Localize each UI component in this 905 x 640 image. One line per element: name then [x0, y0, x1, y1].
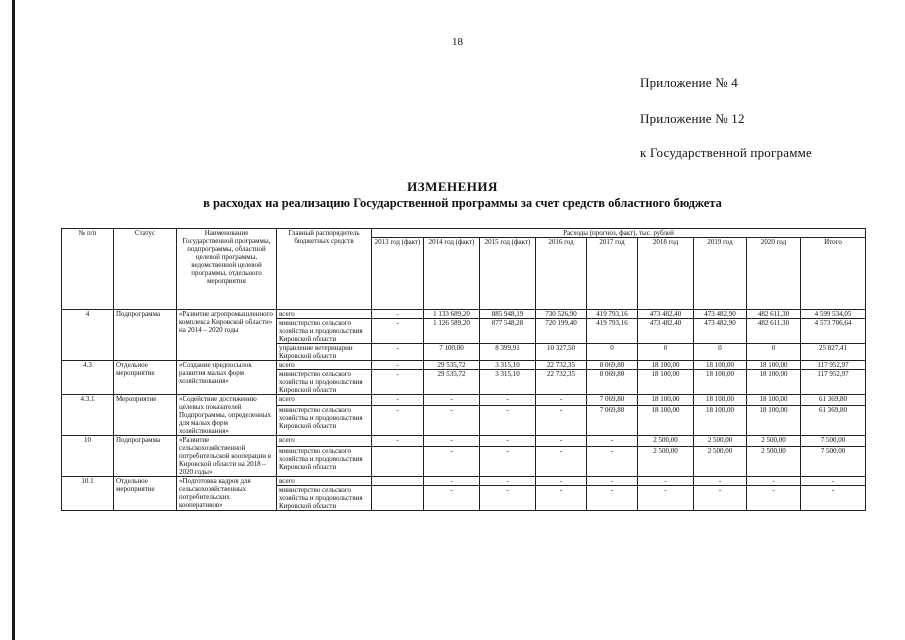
row-value: 482 611,30 [747, 319, 801, 344]
row-value: 730 526,90 [536, 310, 587, 319]
row-value: 18 100,00 [694, 405, 747, 435]
row-status: Отдельное мероприятие [114, 361, 177, 395]
table-row [62, 436, 866, 447]
row-value: 2 500,00 [638, 446, 694, 476]
row-value: 18 100,00 [638, 361, 694, 370]
appendix-line-3: к Государственной программе [640, 145, 813, 160]
header-expenses: Расходы (прогноз, факт), тыс. рублей [372, 229, 866, 238]
row-value: - [424, 477, 480, 486]
row-value: - [536, 477, 587, 486]
row-value: 18 100,00 [694, 395, 747, 406]
row-value: - [638, 486, 694, 511]
row-name: «Создание предпосылок развития малых форм хозяйствования» [177, 361, 277, 395]
row-value: 18 100,00 [638, 370, 694, 395]
header-year-2020: 2020 год [747, 238, 801, 310]
header-year-2013: 2013 год (факт) [372, 238, 424, 310]
row-value: 473 482,90 [694, 310, 747, 319]
row-value [372, 446, 424, 476]
row-name: «Содействие достижению целевых показателей Подпрограммы, определенных для малых форм хозяйствования» [177, 395, 277, 436]
row-value: - [694, 486, 747, 511]
row-value: 18 100,00 [747, 395, 801, 406]
row-value: - [480, 446, 536, 476]
header-year-2015: 2015 год (факт) [480, 238, 536, 310]
row-value: 4 599 534,05 [801, 310, 866, 319]
row-value: - [424, 405, 480, 435]
row-value: 8 399,91 [480, 344, 536, 361]
row-value: 482 611,30 [747, 310, 801, 319]
row-value: - [587, 477, 638, 486]
row-value: 0 [747, 344, 801, 361]
header-status: Статус [114, 229, 177, 310]
header-num: № п/п [62, 229, 114, 310]
row-value: - [536, 405, 587, 435]
row-value: 419 793,16 [587, 319, 638, 344]
row-value [372, 477, 424, 486]
table-row [62, 361, 866, 370]
row-value: - [372, 319, 424, 344]
header-name: Наименование Государственной программы, подпрограммы, областной целевой программы, ведомственной целевой программы, отдельного мероприятия [177, 229, 277, 310]
row-value: 61 369,80 [801, 395, 866, 406]
header-total: Итого [801, 238, 866, 310]
row-admin: министерство сельского хозяйства и продовольствия Кировской области [277, 370, 372, 395]
header-admin: Главный распорядитель бюджетных средств [277, 229, 372, 310]
row-value: 7 500,00 [801, 446, 866, 476]
row-value: 473 482,90 [694, 319, 747, 344]
row-value: 18 100,00 [638, 395, 694, 406]
row-value: - [372, 361, 424, 370]
row-value: 61 369,80 [801, 405, 866, 435]
row-status: Подпрограмма [114, 310, 177, 361]
row-num: 4 [62, 310, 114, 361]
row-admin: министерство сельского хозяйства и продовольствия Кировской области [277, 405, 372, 435]
row-value: 29 535,72 [424, 370, 480, 395]
row-name: «Подготовка кадров для сельскохозяйственных потребительских кооперативов» [177, 477, 277, 511]
row-value: 419 793,16 [587, 310, 638, 319]
row-value: 0 [587, 344, 638, 361]
row-value: - [372, 310, 424, 319]
row-value: 0 [638, 344, 694, 361]
row-value: - [536, 395, 587, 406]
row-value: 18 100,00 [747, 405, 801, 435]
row-value: 18 100,00 [694, 370, 747, 395]
row-value [372, 486, 424, 511]
row-value: 117 952,97 [801, 370, 866, 395]
row-value: - [694, 477, 747, 486]
row-value: 3 315,10 [480, 361, 536, 370]
appendix-line-2: Приложение № 12 [640, 111, 745, 126]
row-value: - [372, 436, 424, 447]
row-admin: всего [277, 361, 372, 370]
row-value: 10 327,50 [536, 344, 587, 361]
row-value: - [747, 477, 801, 486]
row-value: - [372, 344, 424, 361]
page-number: 18 [452, 36, 463, 48]
table-row [62, 395, 866, 406]
row-value: - [480, 395, 536, 406]
appendix-line-1: Приложение № 4 [640, 75, 738, 90]
row-value: - [638, 477, 694, 486]
row-num: 10 [62, 436, 114, 477]
header-year-2014: 2014 год (факт) [424, 238, 480, 310]
row-value: - [587, 486, 638, 511]
header-row [62, 229, 866, 238]
row-value: - [801, 486, 866, 511]
row-value: 473 482,40 [638, 319, 694, 344]
row-value: 22 732,35 [536, 361, 587, 370]
row-admin: всего [277, 395, 372, 406]
row-admin: управление ветеринарии Кировской области [277, 344, 372, 361]
row-value: 8 069,80 [587, 370, 638, 395]
expenses-table [61, 228, 866, 511]
row-value: 18 100,00 [638, 405, 694, 435]
row-value: 7 069,80 [587, 405, 638, 435]
row-value: 2 500,00 [694, 436, 747, 447]
header-year-2017: 2017 год [587, 238, 638, 310]
row-value: - [480, 436, 536, 447]
row-value: - [372, 395, 424, 406]
row-value: 117 952,97 [801, 361, 866, 370]
document-title: ИЗМЕНЕНИЯ [407, 179, 498, 194]
row-value: 18 100,00 [747, 370, 801, 395]
table-row [62, 477, 866, 486]
row-value: 720 199,40 [536, 319, 587, 344]
row-value: 7 500,00 [801, 436, 866, 447]
row-value: 1 126 589,20 [424, 319, 480, 344]
row-value: - [480, 477, 536, 486]
row-value: 18 100,00 [747, 361, 801, 370]
row-value: - [536, 446, 587, 476]
header-year-2018: 2018 год [638, 238, 694, 310]
row-value: - [587, 446, 638, 476]
row-admin: всего [277, 477, 372, 486]
row-value: 2 500,00 [638, 436, 694, 447]
row-num: 4.3 [62, 361, 114, 395]
row-value: 29 535,72 [424, 361, 480, 370]
row-value: 2 500,00 [694, 446, 747, 476]
row-value: 22 732,35 [536, 370, 587, 395]
row-value: 18 100,00 [694, 361, 747, 370]
row-admin: министерство сельского хозяйства и продовольствия Кировской области [277, 486, 372, 511]
row-value: - [587, 436, 638, 447]
row-value: 7 069,80 [587, 395, 638, 406]
row-value: - [747, 486, 801, 511]
row-value: 885 948,19 [480, 310, 536, 319]
row-num: 4.3.1 [62, 395, 114, 436]
row-admin: всего [277, 436, 372, 447]
header-year-2016: 2016 год [536, 238, 587, 310]
row-value: 4 573 706,64 [801, 319, 866, 344]
row-value: 0 [694, 344, 747, 361]
row-value: 2 500,00 [747, 436, 801, 447]
row-num: 10.1 [62, 477, 114, 511]
row-value: - [480, 405, 536, 435]
row-value: - [424, 436, 480, 447]
header-year-2019: 2019 год [694, 238, 747, 310]
row-value: 7 100,00 [424, 344, 480, 361]
row-status: Подпрограмма [114, 436, 177, 477]
row-admin: министерство сельского хозяйства и продовольствия Кировской области [277, 319, 372, 344]
row-value: - [372, 370, 424, 395]
row-admin: всего [277, 310, 372, 319]
row-value: - [424, 446, 480, 476]
row-name: «Развитие сельскохозяйственной потребительской кооперации в Кировской области на 2018 – 2020 годы» [177, 436, 277, 477]
row-value: 25 827,41 [801, 344, 866, 361]
row-value: - [424, 486, 480, 511]
row-value: 2 500,00 [747, 446, 801, 476]
row-value: 8 069,80 [587, 361, 638, 370]
row-admin: министерство сельского хозяйства и продовольствия Кировской области [277, 446, 372, 476]
row-value: 473 482,40 [638, 310, 694, 319]
document-subtitle: в расходах на реализацию Государственной программы за счет средств областного бюджета [203, 196, 722, 210]
row-value: - [480, 486, 536, 511]
row-value: - [536, 486, 587, 511]
row-value: - [372, 405, 424, 435]
row-status: Мероприятие [114, 395, 177, 436]
row-value: 3 315,10 [480, 370, 536, 395]
table-row [62, 310, 866, 319]
row-value: - [536, 436, 587, 447]
row-value: - [424, 395, 480, 406]
row-status: Отдельное мероприятие [114, 477, 177, 511]
scan-edge-line [12, 0, 15, 640]
row-name: «Развитие агропромышленного комплекса Кировской области» на 2014 – 2020 годы [177, 310, 277, 361]
row-value: 877 548,28 [480, 319, 536, 344]
row-value: 1 133 689,20 [424, 310, 480, 319]
row-value: - [801, 477, 866, 486]
